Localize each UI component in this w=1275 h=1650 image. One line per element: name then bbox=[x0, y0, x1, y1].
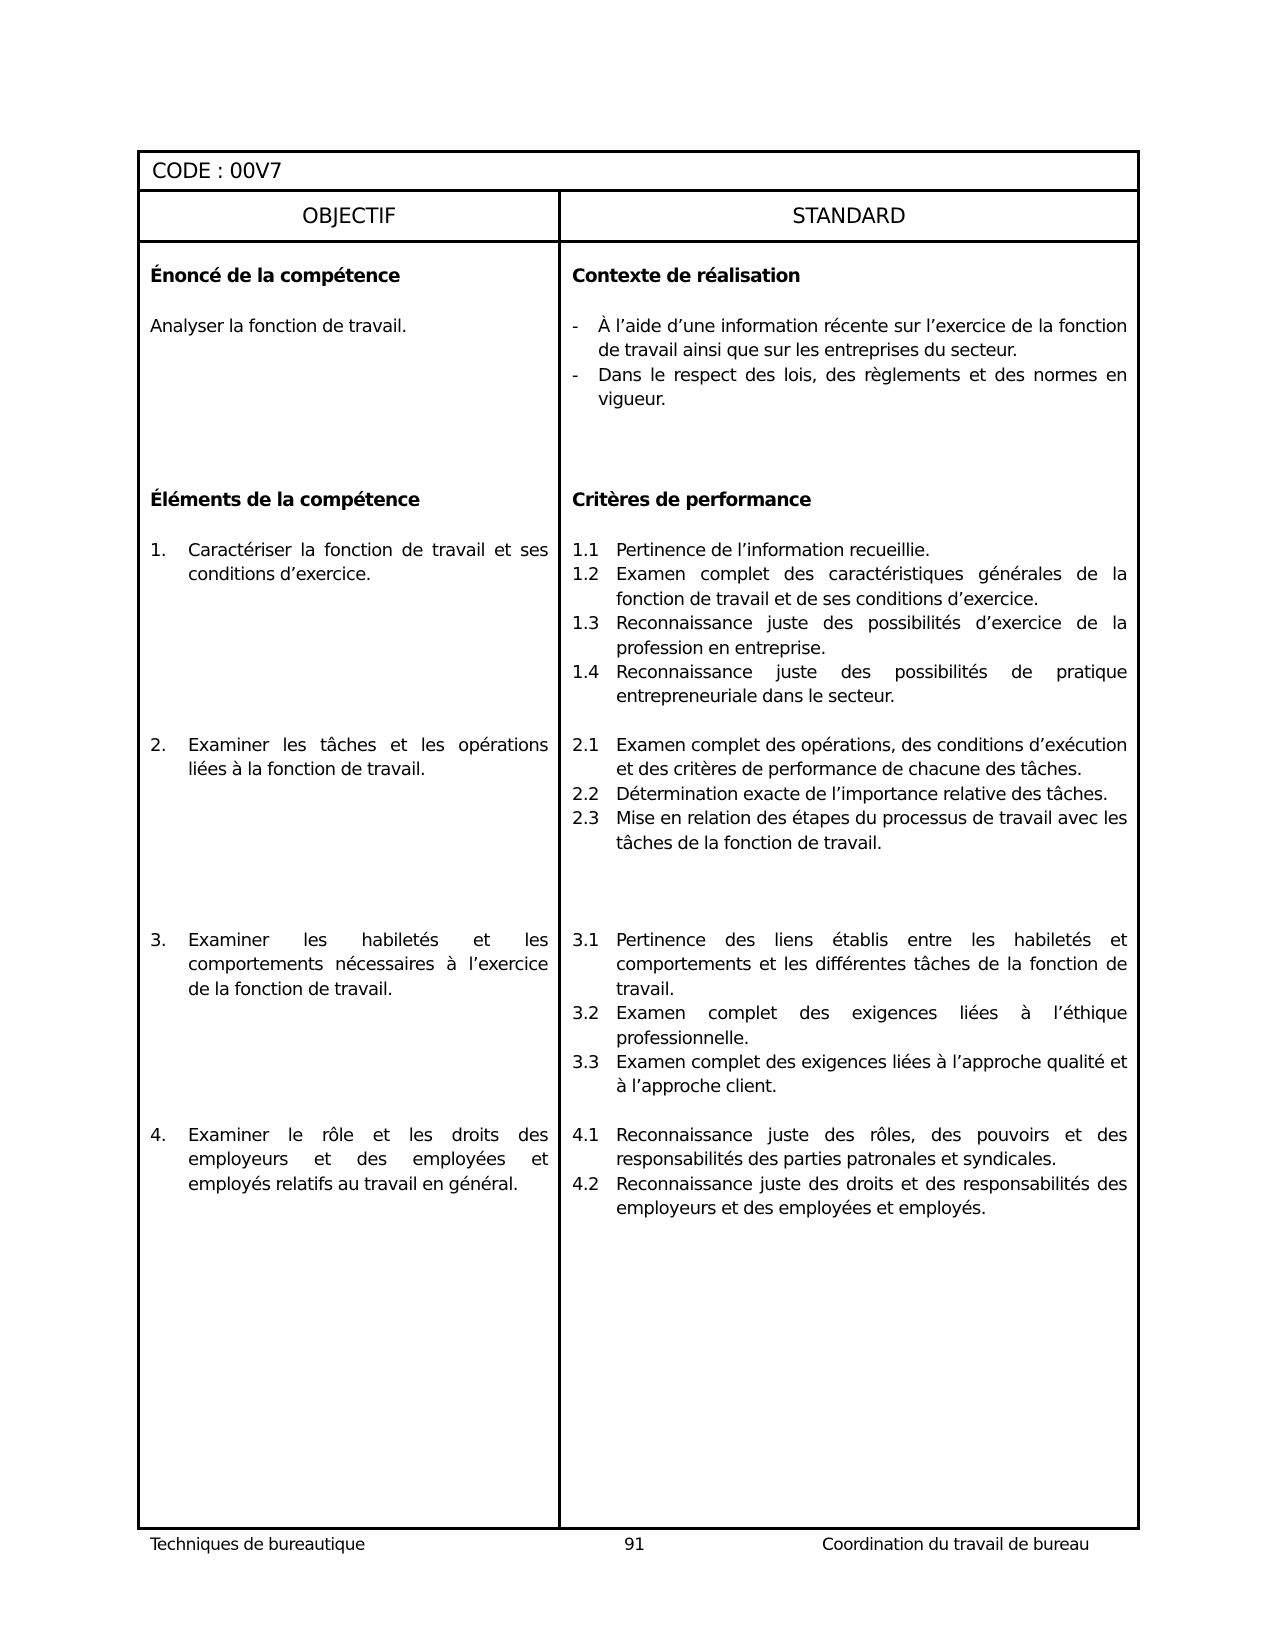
critere-item bbox=[572, 807, 1127, 856]
element-text: Examiner les habiletés et les comportements nécessaires à l’exercice de la fonction de travail. bbox=[188, 930, 548, 1000]
code-row: CODE : 00V7 bbox=[140, 153, 1137, 192]
enonce-title: Énoncé de la compétence bbox=[150, 266, 400, 287]
contexte-title: Contexte de réalisation bbox=[572, 266, 801, 287]
bullet-dash: - bbox=[572, 316, 578, 337]
critere-number: 3.2 bbox=[572, 1003, 599, 1025]
critere-text: Reconnaissance juste des possibilités d’exercice de la profession en entreprise. bbox=[616, 613, 1127, 659]
critere-number: 2.3 bbox=[572, 808, 599, 830]
contexte-item bbox=[572, 315, 1127, 364]
critere-number: 1.3 bbox=[572, 613, 599, 635]
element-3 bbox=[150, 929, 548, 1002]
critere-text: Détermination exacte de l’importance relative des tâches. bbox=[616, 783, 1108, 805]
critere-item bbox=[572, 1002, 1127, 1051]
critere-text: Reconnaissance juste des rôles, des pouvoirs et des responsabilités des parties patronales et syndicales. bbox=[616, 1125, 1127, 1171]
critere-number: 4.1 bbox=[572, 1125, 599, 1146]
contexte-list bbox=[572, 315, 1127, 413]
critere-item bbox=[572, 661, 1127, 710]
critere-text: Examen complet des exigences liées à l’éthique professionnelle. bbox=[616, 1003, 1127, 1049]
critere-text: Examen complet des caractéristiques générales de la fonction de travail et de ses conditions d’exercice. bbox=[616, 564, 1127, 610]
contexte-text: Dans le respect des lois, des règlements et des normes en vigueur. bbox=[598, 364, 1127, 411]
bullet-dash: - bbox=[572, 364, 578, 386]
critere-number: 1.2 bbox=[572, 564, 599, 586]
critere-number: 2.2 bbox=[572, 783, 599, 805]
header-row bbox=[140, 192, 1137, 243]
critere-text: Examen complet des exigences liées à l’approche qualité et à l’approche client. bbox=[616, 1052, 1127, 1098]
critere-number: 3.3 bbox=[572, 1052, 599, 1074]
critere-number: 4.2 bbox=[572, 1173, 599, 1195]
critere-item bbox=[572, 1051, 1127, 1100]
element-text: Caractériser la fonction de travail et ses conditions d’exercice. bbox=[188, 540, 548, 586]
criteres-group-3 bbox=[572, 929, 1127, 1100]
element-text: Examiner le rôle et les droits des employeurs et des employées et employés relatifs au travail en général. bbox=[188, 1125, 548, 1195]
critere-item bbox=[572, 1124, 1127, 1173]
critere-text: Mise en relation des étapes du processus de travail avec les tâches de la fonction de travail. bbox=[616, 808, 1127, 854]
criteres-group-4 bbox=[572, 1124, 1127, 1222]
critere-text: Examen complet des opérations, des conditions d’exécution et des critères de performance de chacune des tâches. bbox=[616, 735, 1127, 781]
header-standard: STANDARD bbox=[792, 204, 906, 228]
critere-item bbox=[572, 1173, 1127, 1222]
footer-page-number: 91 bbox=[624, 1535, 645, 1555]
critere-item bbox=[572, 539, 1127, 563]
contexte-text: À l’aide d’une information récente sur l’exercice de la fonction de travail ainsi que sur les entreprises du secteur. bbox=[598, 316, 1127, 362]
critere-number: 3.1 bbox=[572, 930, 599, 951]
critere-text: Reconnaissance juste des possibilités de pratique entrepreneuriale dans le secteur. bbox=[616, 662, 1127, 708]
element-number: 3. bbox=[150, 930, 166, 951]
element-text: Examiner les tâches et les opérations liées à la fonction de travail. bbox=[188, 735, 548, 781]
enonce-text: Analyser la fonction de travail. bbox=[150, 316, 407, 337]
critere-number: 1.1 bbox=[572, 540, 599, 561]
critere-text: Pertinence de l’information recueillie. bbox=[616, 540, 930, 561]
critere-item bbox=[572, 734, 1127, 783]
critere-number: 2.1 bbox=[572, 735, 599, 756]
footer-program: Techniques de bureautique bbox=[150, 1535, 365, 1555]
critere-item bbox=[572, 929, 1127, 1002]
footer-module: Coordination du travail de bureau bbox=[822, 1535, 1090, 1555]
critere-item bbox=[572, 563, 1127, 612]
critere-text: Pertinence des liens établis entre les habiletés et comportements et les différentes tâches de la fonction de travail. bbox=[616, 930, 1127, 1000]
criteres-title: Critères de performance bbox=[572, 490, 811, 511]
competency-table bbox=[137, 150, 1140, 1530]
contexte-item bbox=[572, 364, 1127, 413]
column-divider bbox=[558, 243, 561, 1527]
elements-title: Éléments de la compétence bbox=[150, 490, 420, 511]
element-number: 4. bbox=[150, 1125, 166, 1146]
element-4 bbox=[150, 1124, 548, 1197]
element-2 bbox=[150, 734, 548, 783]
critere-text: Reconnaissance juste des droits et des responsabilités des employeurs et des employées et employés. bbox=[616, 1173, 1127, 1220]
element-1 bbox=[150, 539, 548, 588]
header-objectif: OBJECTIF bbox=[140, 192, 561, 240]
element-number: 1. bbox=[150, 540, 166, 561]
critere-number: 1.4 bbox=[572, 662, 599, 684]
criteres-group-1 bbox=[572, 539, 1127, 710]
element-number: 2. bbox=[150, 735, 166, 756]
criteres-group-2 bbox=[572, 734, 1127, 856]
critere-item bbox=[572, 612, 1127, 661]
critere-item bbox=[572, 783, 1127, 807]
